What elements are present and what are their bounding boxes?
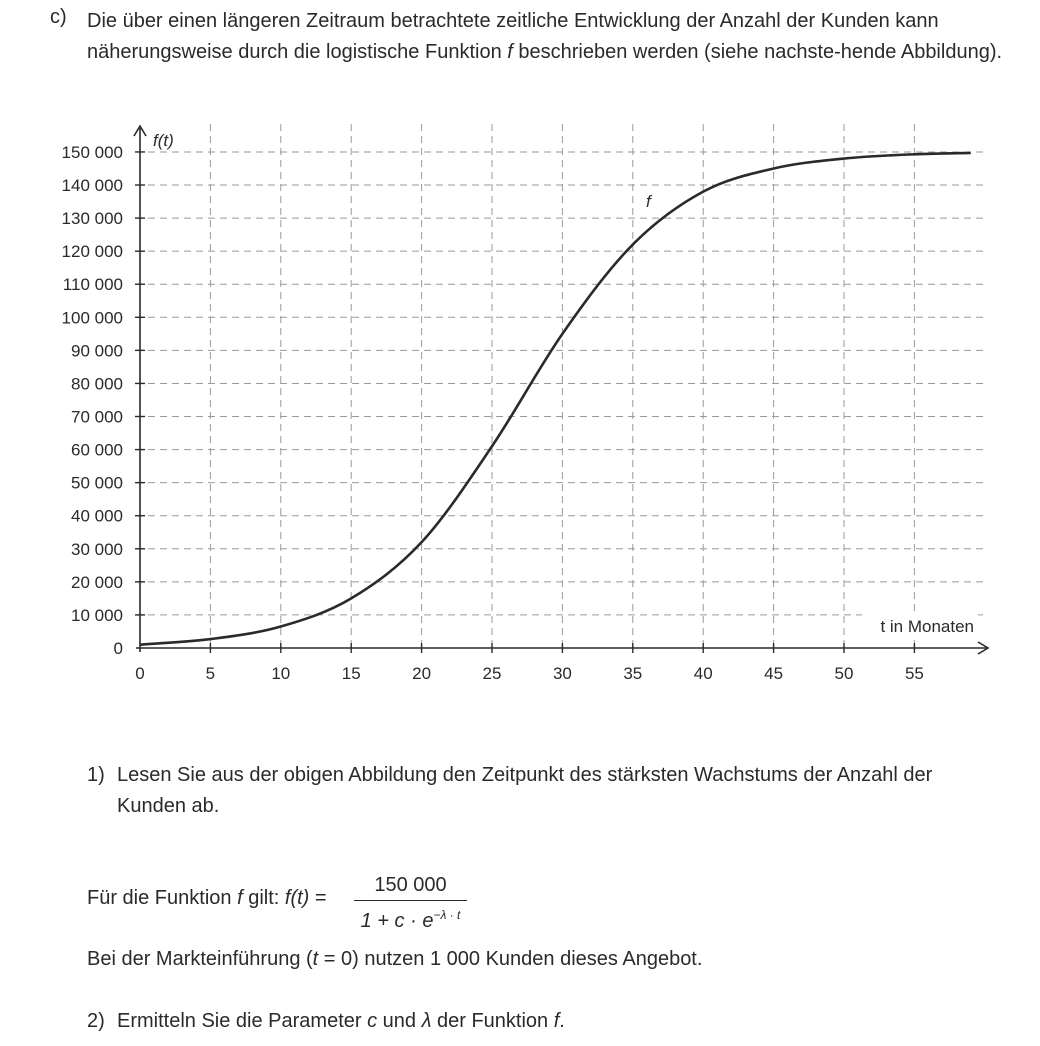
axes bbox=[134, 126, 988, 654]
task-2-number: 2) bbox=[87, 1010, 105, 1032]
x-tick-label: 0 bbox=[135, 664, 145, 683]
y-tick-label: 100 000 bbox=[61, 308, 123, 328]
y-tick-label: 80 000 bbox=[71, 374, 123, 394]
denominator-text: 1 + c · e bbox=[360, 910, 434, 932]
x-tick-labels bbox=[135, 664, 924, 683]
subtask-label: c) bbox=[50, 6, 67, 28]
formula-f: f bbox=[237, 887, 243, 909]
task-2-text-d: . bbox=[559, 1010, 565, 1032]
y-tick-label: 70 000 bbox=[71, 407, 123, 427]
y-tick-label: 30 000 bbox=[71, 539, 123, 559]
x-tick-label: 40 bbox=[693, 664, 713, 683]
x-tick-label: 5 bbox=[205, 664, 216, 683]
y-tick-label: 130 000 bbox=[61, 209, 123, 229]
formula-eq: = bbox=[309, 887, 327, 909]
curve-label-f: f bbox=[646, 192, 651, 211]
y-tick-label: 90 000 bbox=[71, 341, 123, 361]
y-axis-label: f(t) bbox=[153, 131, 174, 150]
task-2-text bbox=[117, 1010, 565, 1033]
task-2-text-c: der Funktion bbox=[431, 1010, 554, 1032]
x-tick-label: 15 bbox=[341, 664, 361, 683]
task-2 bbox=[87, 1010, 565, 1033]
fraction-numerator: 150 000 bbox=[374, 874, 447, 896]
intro-text-2: beschrieben werden (siehe nachste-hende Abbildung). bbox=[512, 41, 1003, 63]
task-1 bbox=[87, 760, 933, 817]
intro-text-1: Die über einen längeren Zeitraum betrachtete zeitliche Entwicklung der Anzahl der Kunden kann näherungsweise durch die logistische Funktion bbox=[87, 10, 939, 63]
formula-ft: f(t) bbox=[284, 887, 310, 909]
y-tick-label: 50 000 bbox=[71, 473, 123, 493]
x-axis-label: t in Monaten bbox=[880, 617, 974, 636]
y-tick-labels bbox=[62, 143, 123, 658]
y-tick-label: 60 000 bbox=[71, 440, 123, 460]
task-1-text: Lesen Sie aus der obigen Abbildung den Zeitpunkt des stärksten Wachstums der Anzahl der Kunden ab. bbox=[117, 764, 933, 817]
formula-lead bbox=[87, 887, 327, 910]
y-tick-label: 10 000 bbox=[71, 605, 123, 625]
task-2-f: f bbox=[553, 1010, 560, 1032]
formula-lead-text: Für die Funktion bbox=[87, 887, 238, 909]
x-tick-label: 55 bbox=[904, 664, 924, 683]
x-tick-label: 30 bbox=[552, 664, 572, 683]
intro-f: f bbox=[507, 41, 513, 63]
grid bbox=[135, 124, 988, 653]
task-1-number: 1) bbox=[87, 764, 105, 786]
task-2-text-a: Ermitteln Sie die Parameter bbox=[117, 1010, 368, 1032]
denominator-exponent: −λ · t bbox=[433, 908, 461, 922]
market-t: t bbox=[312, 948, 319, 970]
fraction-bar bbox=[354, 900, 467, 901]
y-tick-label: 20 000 bbox=[71, 572, 123, 592]
task-2-c: c bbox=[367, 1010, 378, 1032]
market-text-b: = 0) nutzen 1 000 Kunden dieses Angebot. bbox=[318, 948, 703, 970]
x-tick-label: 45 bbox=[764, 664, 784, 683]
fraction-denominator bbox=[354, 903, 467, 933]
fraction bbox=[354, 872, 467, 933]
y-tick-label: 120 000 bbox=[61, 242, 123, 262]
market-launch-text bbox=[87, 948, 702, 971]
x-tick-label: 10 bbox=[271, 664, 291, 683]
series-f-line bbox=[140, 153, 971, 645]
x-tick-label: 50 bbox=[834, 664, 854, 683]
x-tick-label: 35 bbox=[623, 664, 643, 683]
y-tick-label: 150 000 bbox=[61, 142, 123, 162]
task-2-text-b: und bbox=[377, 1010, 422, 1032]
task-2-lambda: λ bbox=[421, 1010, 432, 1032]
function-definition bbox=[87, 872, 687, 932]
y-tick-label: 140 000 bbox=[61, 176, 123, 196]
x-tick-label: 25 bbox=[482, 664, 502, 683]
y-tick-label: 0 bbox=[113, 639, 123, 658]
y-tick-label: 110 000 bbox=[62, 275, 123, 295]
formula-gilt: gilt: bbox=[242, 887, 285, 909]
market-text-a: Bei der Markteinführung ( bbox=[87, 948, 313, 970]
y-tick-label: 40 000 bbox=[71, 506, 123, 526]
x-tick-label: 20 bbox=[412, 664, 432, 683]
